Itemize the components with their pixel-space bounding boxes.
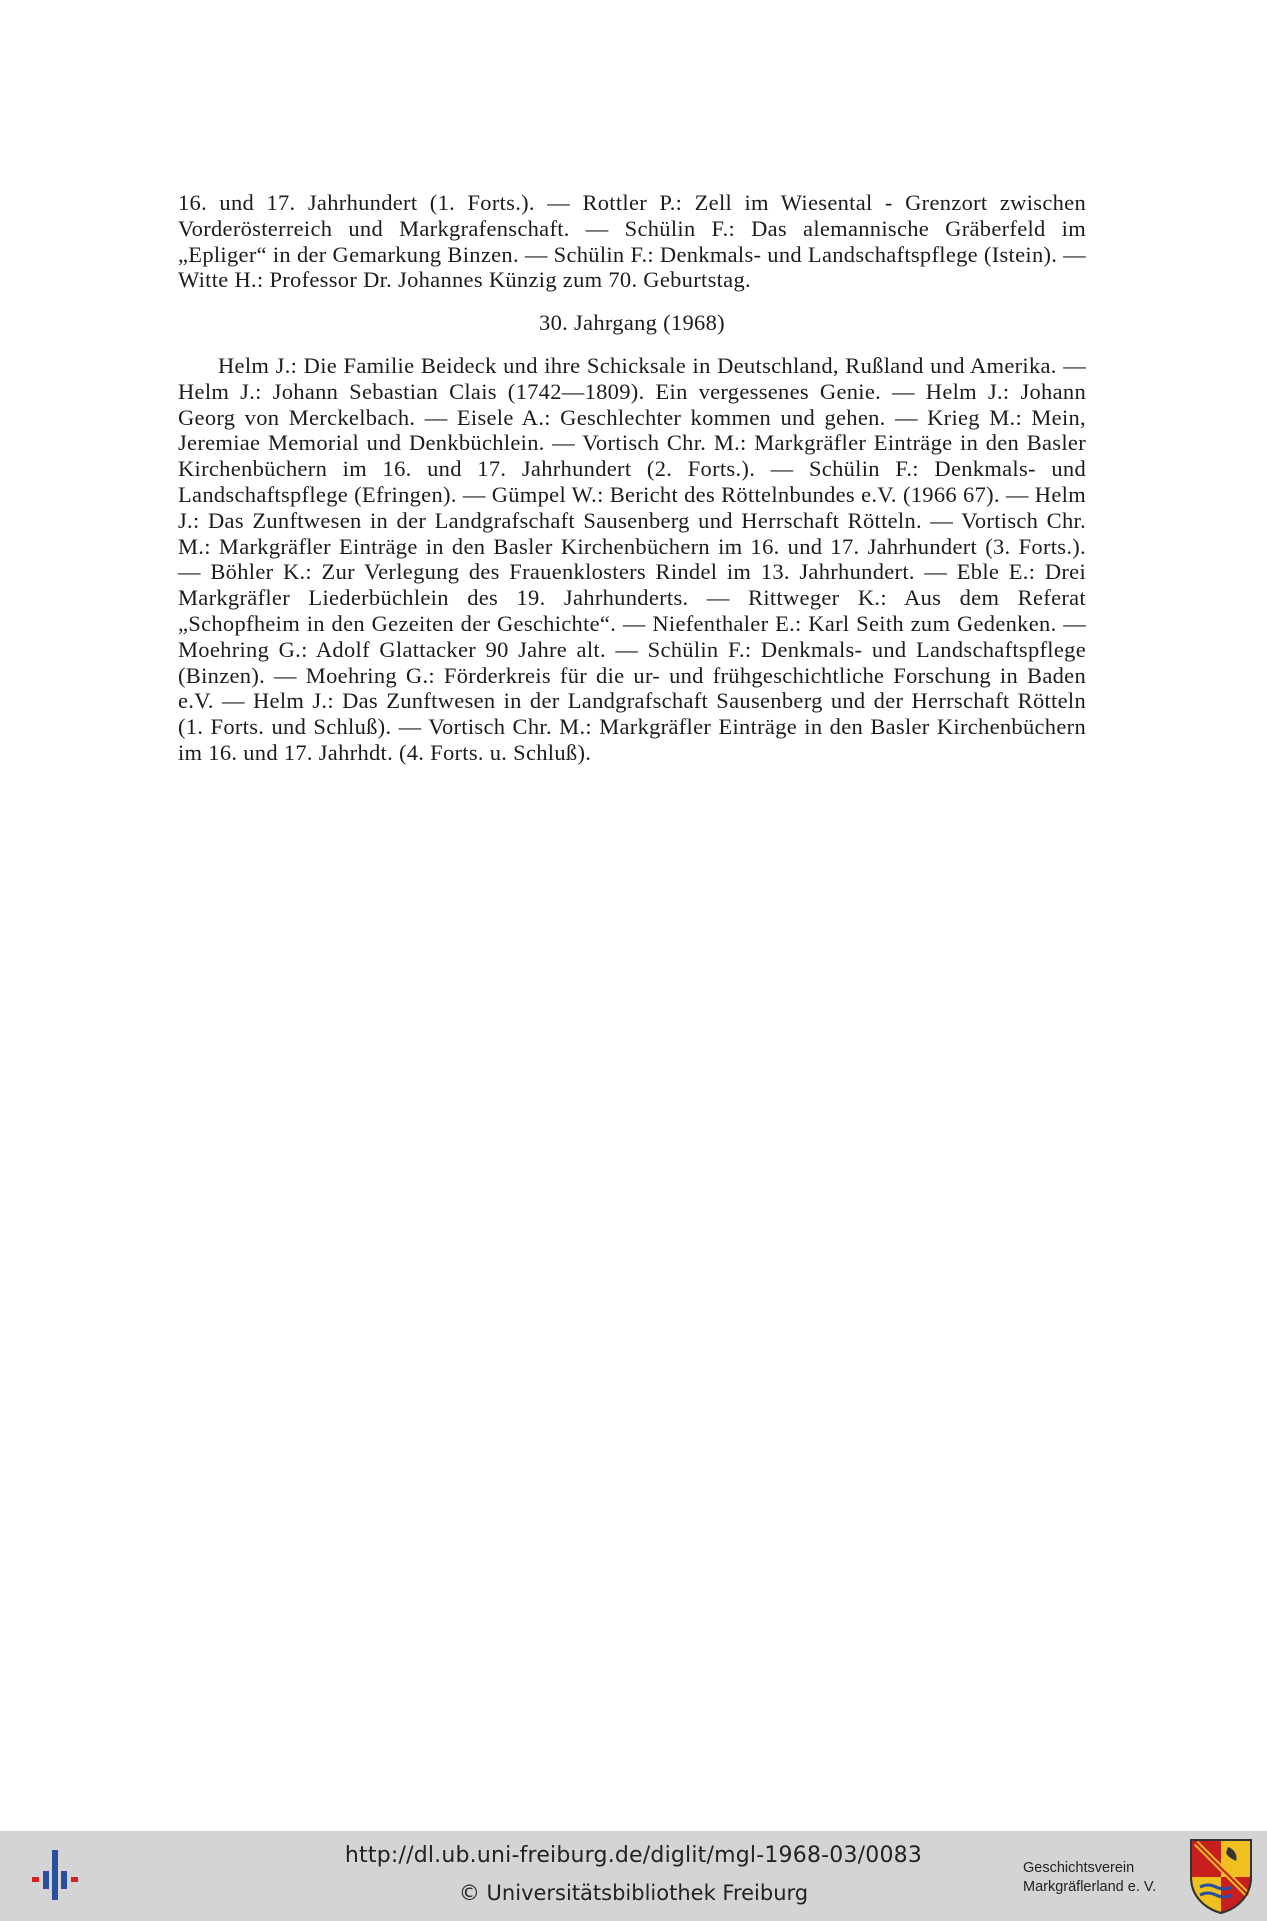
footer-copyright: © Universitätsbibliothek Freiburg bbox=[458, 1881, 809, 1905]
society-name-line2: Markgräflerland e. V. bbox=[1023, 1879, 1157, 1895]
footer-bar bbox=[0, 1831, 1267, 1921]
continuation-paragraph: 16. und 17. Jahrhundert (1. Forts.). — Rottler P.: Zell im Wiesental - Grenzort zwischen Vorderösterreich und Markgrafenschaft. — Schülin F.: Das alemannische Gräberfeld im „Epliger“ in der Gemarkung Binzen. — Schülin F.: Denkmals- und Landschaftspflege (Istein). — Witte H.: Professor Dr. Johannes Künzig zum 70. Geburtstag. bbox=[178, 190, 1086, 293]
society-name-line1: Geschichtsverein bbox=[1023, 1860, 1135, 1876]
coat-of-arms-icon bbox=[1188, 1837, 1254, 1915]
page-text bbox=[178, 190, 1086, 766]
volume-heading: 30. Jahrgang (1968) bbox=[539, 310, 725, 336]
volume-entries-paragraph: Helm J.: Die Familie Beideck und ihre Schicksale in Deutschland, Rußland und Amerika. — Helm J.: Johann Sebastian Clais (1742—1809). Ein vergessenes Genie. — Helm J.: Johann Georg von Merckelbach. — Eisele A.: Geschlechter kommen und gehen. — Krieg M.: Mein, Jeremiae Memorial und Denkbüchlein. — Vortisch Chr. M.: Markgräfler Einträge in den Basler Kirchenbüchern im 16. und 17. Jahrhundert (2. Forts.). — Schülin F.: Denkmals- und Landschaftspflege (Efringen). — Gümpel W.: Bericht des Röttelnbundes e.V. (1966 67). — Helm J.: Das Zunftwesen in der Landgrafschaft Sausenberg und Herrschaft Rötteln. — Vortisch Chr. M.: Markgräfler Einträge in den Basler Kirchenbüchern im 16. und 17. Jahrhundert (3. Forts.). — Böhler K.: Zur Verlegung des Frauenklosters Rindel im 13. Jahrhundert. — Eble E.: Drei Markgräfler Liederbüchlein des 19. Jahrhunderts. — Rittweger K.: Aus dem Referat „Schopfheim in den Gezeiten der Geschichte“. — Niefenthaler E.: Karl Seith zum Gedenken. — Moehring G.: Adolf Glattacker 90 Jahre alt. — Schülin F.: Denkmals- und Landschaftspflege (Binzen). — Moehring G.: Förderkreis für die ur- und frühgeschichtliche Forschung in Baden e.V. — Helm J.: Das Zunftwesen in der Landgrafschaft Sausenberg und der Herrschaft Rötteln (1. Forts. und Schluß). — Vortisch Chr. M.: Markgräfler Einträge in den Basler Kirchenbüchern im 16. und 17. Jahrhdt. (4. Forts. u. Schluß). bbox=[178, 352, 1086, 765]
footer-url-link[interactable]: http://dl.ub.uni-freiburg.de/diglit/mgl-1968-03/0083 bbox=[344, 1843, 923, 1868]
society-name bbox=[1023, 1859, 1183, 1897]
